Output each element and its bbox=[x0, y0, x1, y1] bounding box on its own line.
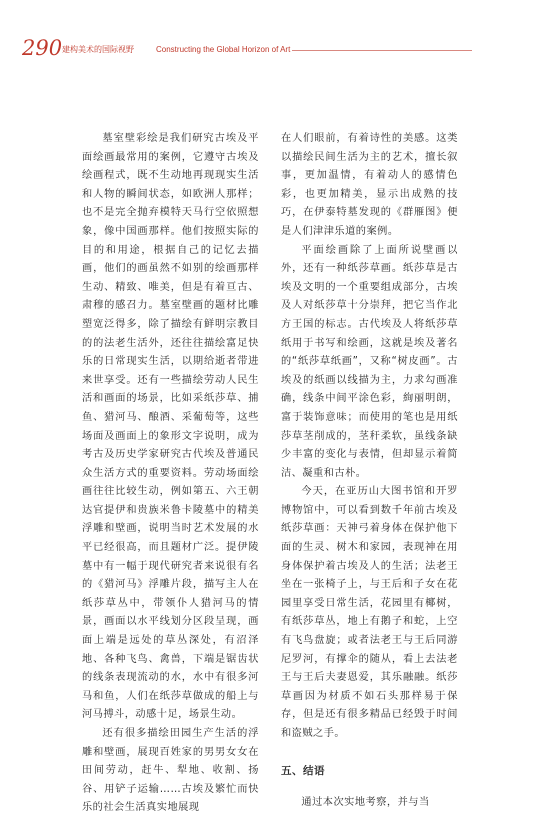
paragraph: 在人们眼前，有着诗性的美感。这类以描绘民间生活为主的艺术，擅长叙事，更加温情，有着动人的感情色彩，也更加精美，显示出成熟的技巧，在伊泰特墓发现的《群雁图》便是人们津津乐道的案例。 bbox=[281, 133, 458, 237]
paragraph: 今天，在亚历山大图书馆和开罗博物馆中，可以看到数千年前古埃及纸莎草画：天神弓着身体在保护他下面的生灵、树木和家园，表现神在用身体保护着古埃及人的生活；法老王坐在一张椅子上，与王后和子女在花园里享受日常生活，花园里有椰树，有纸莎草丛，地上有鹅子和蛇，上空有飞鸟盘旋；或者法老王与王后同游尼罗河，有撑伞的随从，看上去法老王与王后夫妻恩爱，其乐融融。纸莎草画因为材质不如石头那样易于保存，但是还有很多精品已经毁于时间和盗贼之手。 bbox=[281, 486, 458, 739]
running-title-en: Constructing the Global Horizon of Art bbox=[156, 45, 291, 54]
paragraph: 通过本次实地考察，并与当 bbox=[301, 796, 430, 808]
right-column bbox=[281, 130, 458, 812]
running-header bbox=[22, 36, 532, 60]
section-heading: 五、结语 bbox=[281, 764, 325, 777]
paragraph: 墓室壁彩绘是我们研究古埃及平面绘画最常用的案例，它遵守古埃及绘画程式，既不生动地再现现实生活和人物的瞬间状态，如欧洲人那样；也不是完全抛弃模特天马行空依照想象，像中国画那样。他们按照实际的目的和用途，根据自己的记忆去描画，他们的画虽然不如别的绘画那样生动、精致、唯美，但是有着亘古、肃穆的感召力。墓室壁画的题材比雕塑宽泛得多，除了描绘有鲜明宗教目的的法老生活外，还往往描绘富足快乐的日常现实生活，以期给逝者带进来世享受。还有一些描绘劳动人民生活和画面的场景，比如采纸莎草、捕鱼、猎河马、酿酒、采葡萄等，这些场面及画面上的象形文字说明，成为考古及历史学家研究古代埃及普通民众生活方式的重要资料。劳动场面绘画往往比较生动，例如第五、六王朝达官提伊和贵族米鲁卡陵墓中的精美浮雕和壁画，说明当时艺术发展的水平已经很高，而且题材广泛。提伊陵墓中有一幅于现代研究者来说很有名的《猎河马》浮雕片段，描写主人在纸莎草丛中，带领仆人猎河马的情景，画面以水平线划分区段呈现，画面上端是远处的草丛深处，有沼泽地、各种飞鸟、禽兽，下端是锯齿状的线条表现流动的水，水中有很多河马和鱼，人们在纸莎草做成的船上与河马搏斗，动感十足，场景生动。 bbox=[82, 133, 259, 721]
left-column bbox=[82, 130, 259, 818]
paragraph: 还有很多描绘田园生产生活的浮雕和壁画，展现百姓家的男男女女在田间劳动，赶牛、犁地、收割、扬谷、用铲子运输……古埃及繁忙而快乐的社会生活真实地展现 bbox=[82, 728, 259, 814]
running-title-cn: 建构美术的国际视野 bbox=[62, 45, 134, 54]
header-rule bbox=[292, 50, 472, 51]
page-number: 290 bbox=[22, 36, 63, 60]
paragraph: 平面绘画除了上面所说壁画以外，还有一种纸莎草画。纸莎草是古埃及文明的一个重要组成部分，古埃及人对纸莎草十分崇拜，把它当作北方王国的标志。古代埃及人将纸莎草纸用于书写和绘画，这就是埃及著名的“纸莎草纸画”，又称“树皮画”。古埃及的纸画以线描为主，力求勾画准确，线条中间平涂色彩，絢丽明朗，富于装饰意味；而使用的笔也是用纸莎草茎削成的，茎秆柔软，虽线条缺少丰富的变化与表情，但却显示着简洁、凝重和古朴。 bbox=[281, 244, 458, 479]
